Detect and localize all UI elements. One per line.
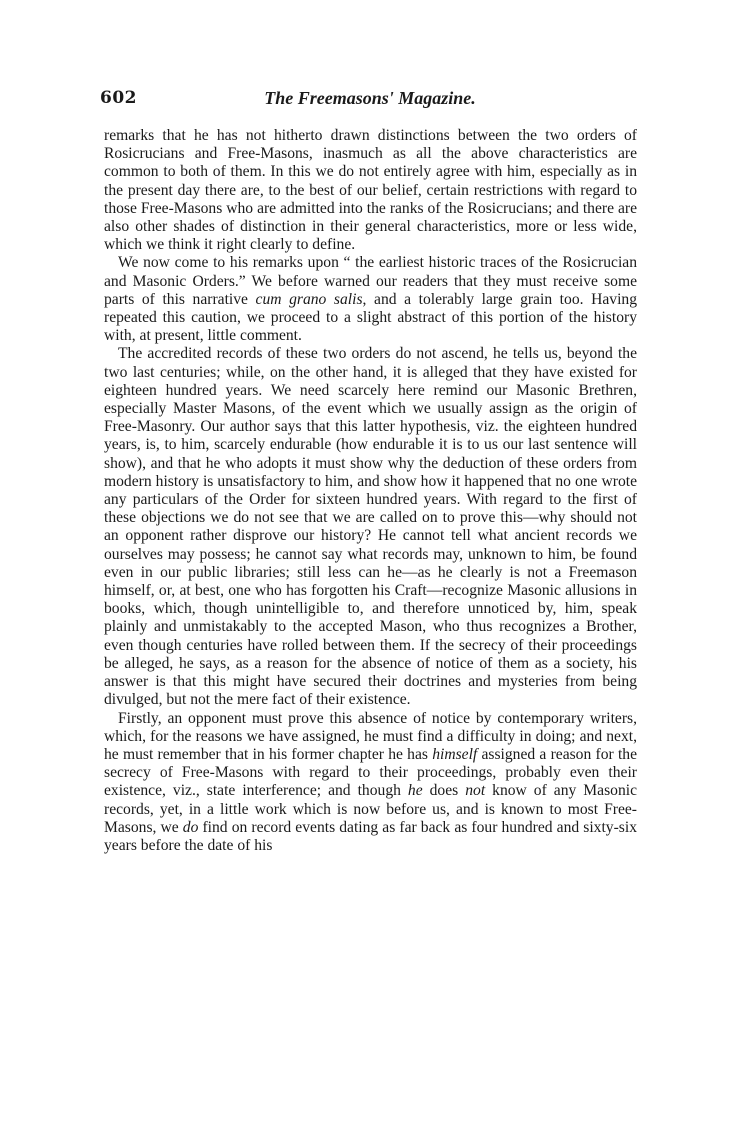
latin-phrase: cum grano salis xyxy=(255,290,363,308)
paragraph-3 xyxy=(104,345,637,709)
paragraph-2-text-b: , and a tolerably large grain too. Having repeated this caution, we proceed to a slight abstract of this portion of the history with, at present, little comment. xyxy=(104,290,637,345)
paragraph-1 xyxy=(104,127,637,254)
paragraph-1-text: remarks that he has not hitherto drawn distinctions between the two orders of Rosicrucians and Free-Masons, inasmuch as all the above characteristics are common to both of them. In this we do not entirely agree with him, especially as in the present day there are, to the best of our belief, certain restrictions with regard to those Free-Masons who are admitted into the ranks of the Rosicrucians; and there are also other shades of distinction in their general characteristics, more or less wide, which we think it right clearly to define. xyxy=(104,127,637,254)
paragraph-4-text-a: Firstly, an opponent must prove this absence of notice by contemporary writers, which, for the reasons we have assigned, he must find a difficulty in doing; and next, he must remember that in his former chapter he has xyxy=(104,709,637,763)
page-header xyxy=(100,88,640,110)
article-body xyxy=(104,127,637,855)
paragraph-4-text-c: does xyxy=(422,782,466,800)
paragraph-2-text-a: We now come to his remarks upon “ the earliest historic traces of the Rosicrucian and Masonic Orders.” We before warned our readers that they must receive some parts of this narrative xyxy=(104,254,637,308)
paragraph-2 xyxy=(104,254,637,345)
emphasis-himself: himself xyxy=(432,745,478,763)
emphasis-he: he xyxy=(407,782,423,800)
emphasis-not: not xyxy=(465,782,486,800)
paragraph-4-text-b: assigned a reason for the secrecy of Free-Masons with regard to their proceedings, probably even their existence, viz., state interference; and though xyxy=(104,745,637,800)
paragraph-3-text: The accredited records of these two orders do not ascend, he tells us, beyond the two last centuries; while, on the other hand, it is alleged that they have existed for eighteen hundred years. We need scarcely here remind our Masonic Brethren, especially Master Masons, of the event which we usually assign as the origin of Free-Masonry. Our author says that this latter hypothesis, viz. the eighteen hundred years, is, to him, scarcely endurable (how endurable it is to us our last sentence will show), and that he who adopts it must show why the deduction of these orders from modern history is unsatisfactory to him, and show how it happened that no one wrote any particulars of the Order for sixteen hundred years. With regard to the first of these objections we do not see that we are called on to prove this—why should not an opponent rather disprove our history? He cannot tell what ancient records we ourselves may possess; he cannot say what records may, unknown to him, be found even in our public libraries; still less can he—as he clearly is not a Freemason himself, or, at best, one who has forgotten his Craft—recognize Masonic allusions in books, which, though unintelligible to, and therefore unnoticed by, him, speak plainly and unmistakably to the accepted Mason, who thus recognizes a Brother, even though centuries have rolled between them. If the secrecy of their proceedings be alleged, he says, as a reason for the absence of notice of them as a society, his answer is that this might have secured their doctrines and mysteries from being divulged, but not the mere fact of their existence. xyxy=(104,345,637,709)
paragraph-4 xyxy=(104,710,637,856)
emphasis-do: do xyxy=(182,818,199,836)
paragraph-4-text-e: find on record events dating as far back as four hundred and sixty-six years before the date of his xyxy=(104,818,637,854)
running-title: The Freemasons' Magazine. xyxy=(264,88,476,108)
paragraph-4-text-d: know of any Masonic records, yet, in a little work which is now before us, and is known to most Free-Masons, we xyxy=(104,782,637,836)
page-number: 602 xyxy=(100,88,137,108)
